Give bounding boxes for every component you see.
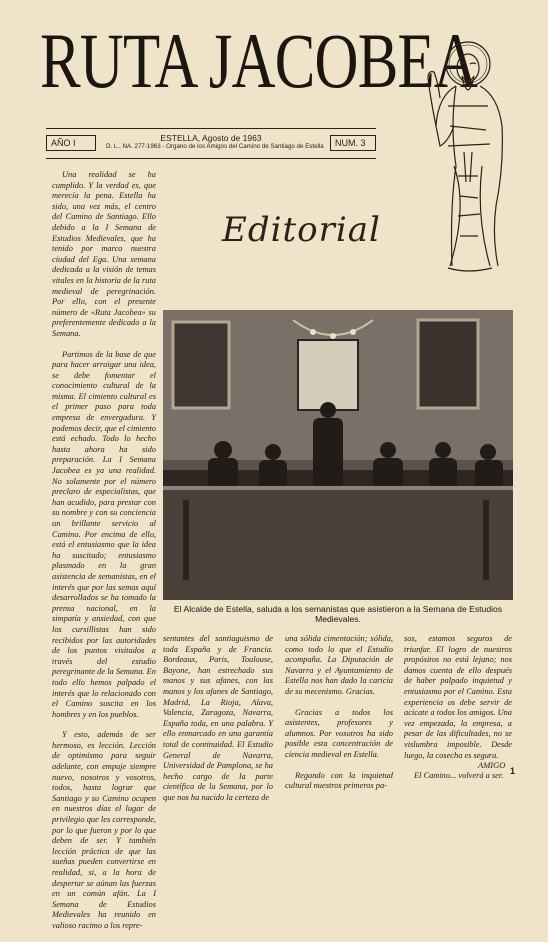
photo-caption: El Alcalde de Estella, saluda a los semanistas que asistieron a la Semana de Estudios Medievales.: [173, 604, 503, 624]
legal-deposit-line: D. L., NA. 277-1963 - Organo de los Amigos del Camino de Santiago de Estella: [106, 143, 324, 150]
paragraph: Gracias a todos los asistentes, profesores y alumnos. Por vosotros ha sido posible esta concentración de ciencia medieval en Estella.: [285, 707, 393, 759]
paragraph: una sólida cimentación; sólida, como todo lo que el Estudio acompaña. La Diputación de Navarra y el Ayuntamiento de Estella nos han dado la caricia de su mecenismo. Gracias.: [285, 634, 393, 696]
editorial-heading: Editorial: [222, 210, 381, 250]
paragraph: Una realidad se ha cumplido. Y la verdad es, que merecía la pena. Estella ha sido, una vez más, el centro del Camino de Santiago. Ello debido a la I Semana de Estudios Medievales, que ha tenido por marco nuestra ciudad del Ega. Una semana dedicada a la visión de temas vitales en la historia de la ruta medieval de peregrinación. Por ello, con el presente número de «Ruta Jacobea» su preferentemente dedicado a la Semana.: [52, 170, 156, 338]
place-date: ESTELLA, Agosto de 1963: [160, 133, 262, 143]
issue-number-box: NUM. 3: [330, 135, 376, 151]
paragraph: sentantes del santiaguismo de toda España y de Francia. Bordeaux, Paris, Toulouse, Bayone, han estrechado sus manos y sus afanes, con las manos y los afanes de Santiago, Madrid, La Rioja, Alava, Valencia, Zaragoza, Navarra, España toda, en una palabra. Y ello enmarcado en una garantía total de continuidad. El Estudio General de Navarra, Universidad de Pamplona, se ha hecho cargo de la parte científica de la Semana, por lo que nos ha nacido la certeza de: [163, 634, 273, 802]
paragraph: El Camino... volverá a ser.: [414, 771, 504, 781]
paragraph: Y esto, además de ser hermoso, es lección. Lección de optimismo para seguir adelante, con empuje siempre nuevo, nosotros y vosotros, todos, hasta lograr que Santiago y su Camino ocupen en nuestros días el lugar de privilegio que les corresponde, por lo que fueron y por lo que deben de ser. Y también lección práctica de que las sueñas pueden convertirse en realidad, si, a la hora de despertar se aúnan las fuerzas en un común afán. La I Semana de Estudios Medievales ha reunido en valioso racimo a los repre-: [52, 730, 156, 930]
masthead-info-row: [46, 133, 376, 159]
paragraph: Regando con la inquietud cultural nuestros primeros pa-: [285, 770, 393, 791]
editorial-column-2: [163, 634, 273, 814]
meeting-photo: [163, 310, 513, 600]
editorial-column-3: [285, 634, 393, 802]
saint-james-illustration: [418, 36, 518, 276]
paragraph: sos, estamos seguros de triunfar. El logro de nuestros propósitos no está lejano; nos damos cuenta de ello después de haber palpado inquietud y entusiasmo por el Camino. Esta experiencia os debe servir de acicate a todos los amigos. Una vez empezada, la empresa, a pesar de las dificultades, no se vislumbra imposible. Desde luego, la cosecha es segura.: [404, 634, 512, 760]
masthead-rule-top: [46, 128, 376, 129]
signature: AMIGO: [478, 760, 506, 770]
masthead-rule-bottom: [46, 158, 376, 159]
page-number: 1: [510, 766, 516, 776]
year-box: AÑO I: [46, 135, 96, 151]
editorial-column-1: [52, 170, 156, 942]
paragraph: Partimos de la base de que para hacer arraigar una idea, se debe fomentar el conocimiento cultural de la misma. El cimiento cultural es el primer paso para toda empresa de envergadura. Y podemos decir, que el cimiento está echado. Todo lo hecho hasta ahora ha sido preparación. La I Semana Jacobea es ya una realidad. No solamente por el número preclaro de especialistas, que han acudido, para prestar con su nombre y con su conciencia un brillante servicio al Camino. Por encima de ello, está el entusiasmo que la idea ha suscitado; entusiasmo plasmado en la gran asistencia de semanistas, en el interés que por las semas aquí desarrollados se ha tomado la prensa nacional, en la simpatía y ansiedad, con que los cursillistas han sido recibidos por las autoridades de los puntos visitados a través del estudio peregrinante de la Semana. En todo ello hemos palpado el interés que lo relacionado con el Camino suscita en los hombres y en los pueblos.: [52, 349, 156, 719]
masthead-title: RUTA JACOBEA: [40, 17, 478, 104]
